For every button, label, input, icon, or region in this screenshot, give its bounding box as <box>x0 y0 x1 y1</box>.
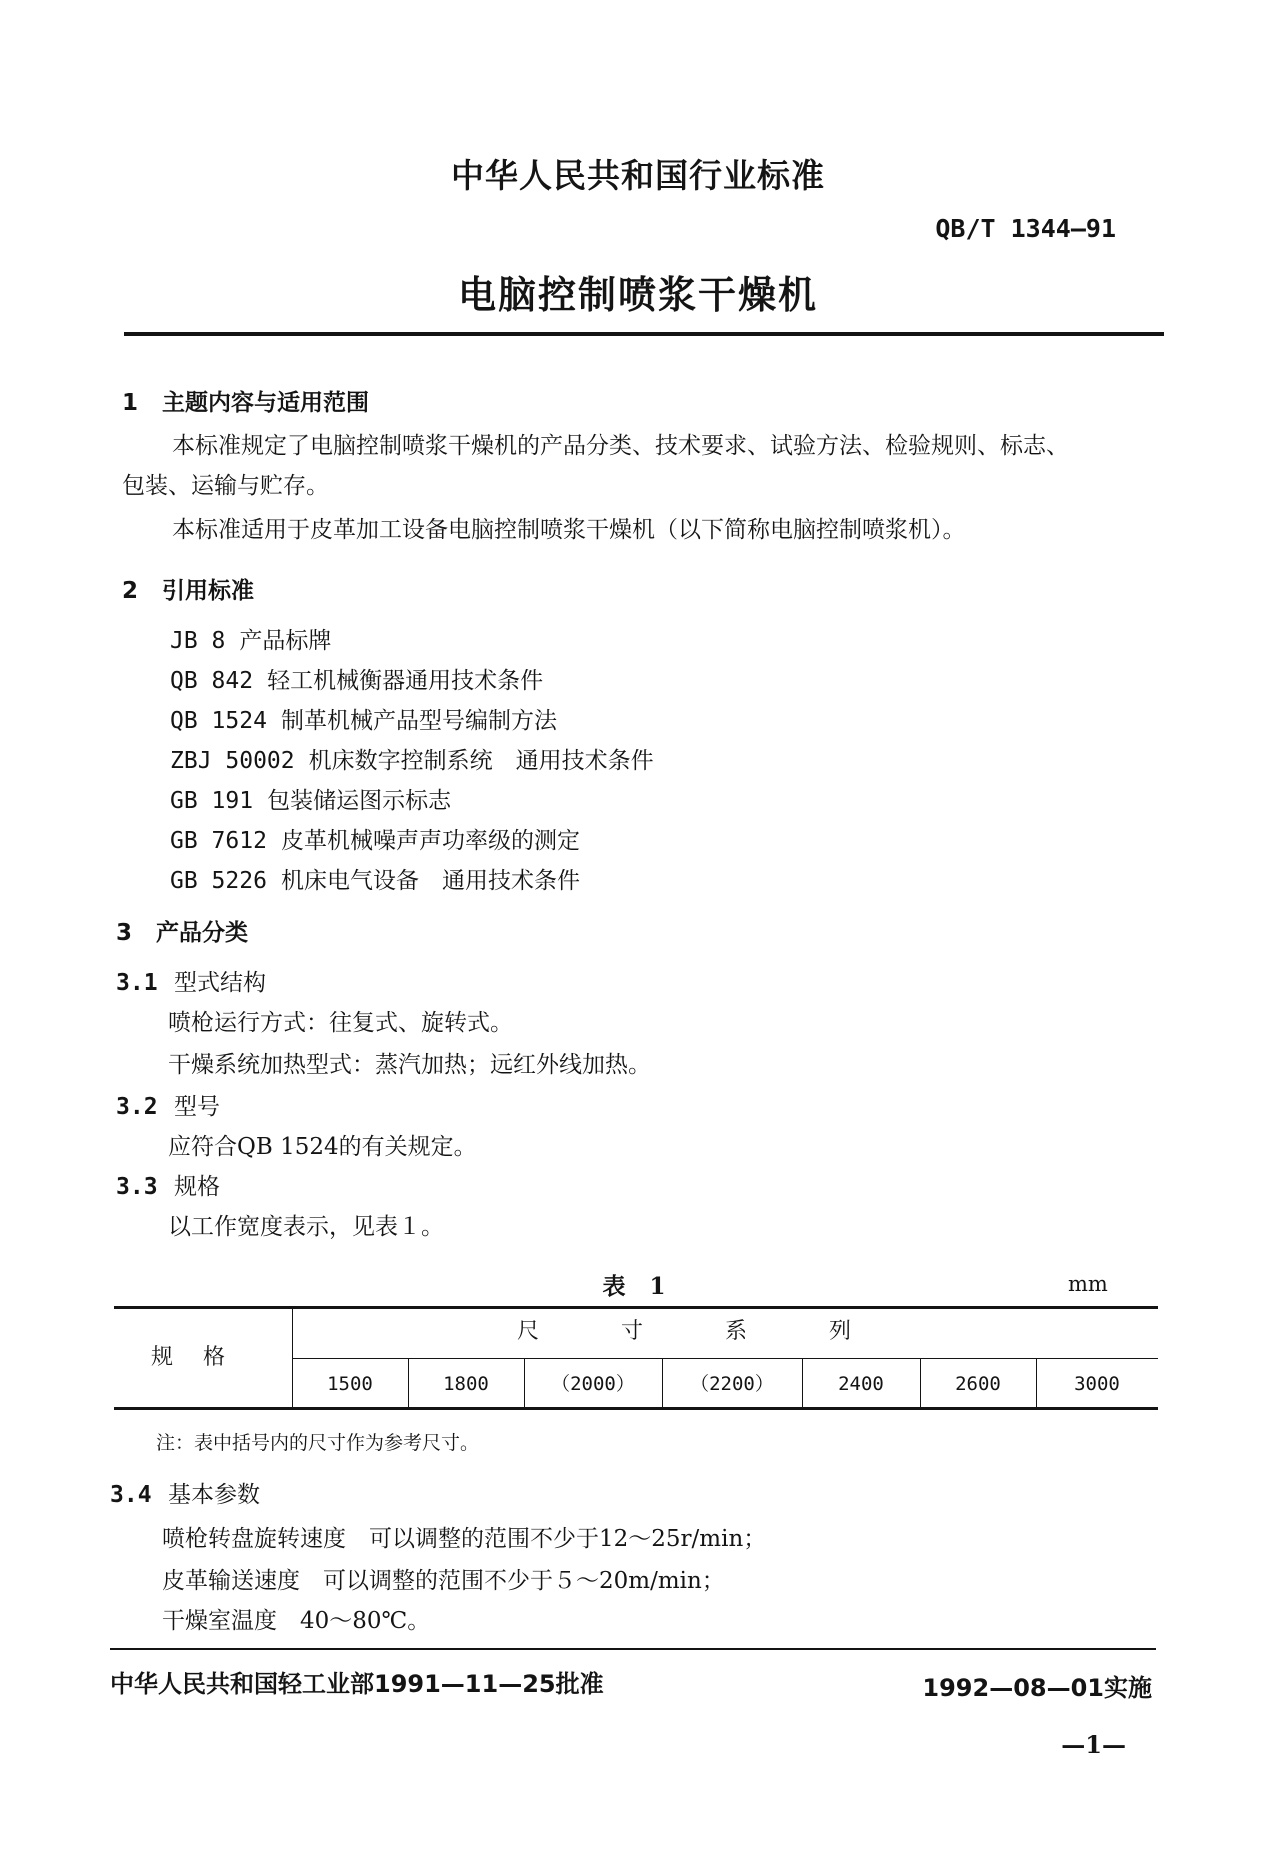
reference-code: GB 7612 <box>170 828 267 854</box>
section-2-heading <box>122 572 254 605</box>
subsection-3-4-line-2: 皮革输送速度 可以调整的范围不少于５～20m/min； <box>162 1568 725 1594</box>
table-cell: （2200） <box>690 1373 774 1395</box>
subsection-3-4-heading <box>110 1476 260 1509</box>
table-note: 注：表中括号内的尺寸作为参考尺寸。 <box>156 1432 480 1454</box>
subsection-3-3-line-1: 以工作宽度表示，见表１。 <box>168 1214 444 1240</box>
subsection-3-1-line-1: 喷枪运行方式：往复式、旋转式。 <box>168 1010 513 1036</box>
reference-name: 包装储运图示标志 <box>267 788 452 814</box>
approval-statement: 中华人民共和国轻工业部1991—11—25批准 <box>110 1670 604 1698</box>
table-row-header: 规格 <box>150 1345 255 1370</box>
reference-item <box>170 622 331 655</box>
reference-name: 皮革机械噪声声功率级的测定 <box>280 828 580 854</box>
size-table <box>114 1306 1158 1410</box>
section-1-para-1-line-1: 本标准规定了电脑控制喷浆干燥机的产品分类、技术要求、试验方法、检验规则、标志、 <box>172 433 1069 459</box>
reference-item <box>170 822 580 855</box>
subsection-3-4-line-3: 干燥室温度 40～80℃。 <box>162 1608 431 1634</box>
reference-code: ZBJ 50002 <box>170 748 295 774</box>
footer-rule <box>110 1648 1156 1650</box>
reference-code: QB 842 <box>170 668 254 694</box>
subsection-3-4-line-1: 喷枪转盘旋转速度 可以调整的范围不少于12～25r/min； <box>162 1526 767 1552</box>
reference-code: GB 5226 <box>170 868 267 894</box>
reference-item <box>170 862 580 895</box>
table-unit: mm <box>1068 1272 1108 1296</box>
section-number: 1 <box>122 390 139 416</box>
section-title: 引用标准 <box>162 578 254 604</box>
subsection-3-1-line-2: 干燥系统加热型式：蒸汽加热；远红外线加热。 <box>168 1052 651 1078</box>
table-cell: 2600 <box>955 1373 1001 1395</box>
subsection-number: 3.1 <box>116 970 158 996</box>
subsection-number: 3.4 <box>110 1482 152 1508</box>
section-3-heading <box>116 914 248 947</box>
table-cell: （2000） <box>551 1373 635 1395</box>
reference-name: 机床电气设备 通用技术条件 <box>280 868 580 894</box>
section-number: 3 <box>116 920 133 946</box>
page-number: —1— <box>1061 1730 1126 1759</box>
subsection-title: 规格 <box>174 1174 220 1200</box>
subsection-3-3-heading <box>116 1168 220 1201</box>
subsection-title: 型号 <box>174 1094 220 1120</box>
table-column-header: 尺寸系列 <box>516 1319 933 1344</box>
table-cell: 2400 <box>838 1373 884 1395</box>
document-title: 电脑控制喷浆干燥机 <box>457 273 818 317</box>
subsection-title: 型式结构 <box>174 970 266 996</box>
section-title: 产品分类 <box>156 920 248 946</box>
table-caption: 表 1 <box>602 1273 674 1300</box>
standard-type: 中华人民共和国行业标准 <box>451 156 825 195</box>
subsection-3-2-line-1: 应符合QB 1524的有关规定。 <box>168 1134 477 1160</box>
subsection-number: 3.3 <box>116 1174 158 1200</box>
subsection-3-1-heading <box>116 964 266 997</box>
reference-item <box>170 742 654 775</box>
reference-name: 制革机械产品型号编制方法 <box>280 708 557 734</box>
reference-code: QB 1524 <box>170 708 267 734</box>
section-1-heading <box>122 384 369 417</box>
subsection-number: 3.2 <box>116 1094 158 1120</box>
reference-code: GB 191 <box>170 788 254 814</box>
reference-name: 机床数字控制系统 通用技术条件 <box>308 748 654 774</box>
subsection-title: 基本参数 <box>168 1482 260 1508</box>
section-1-para-1-line-2: 包装、运输与贮存。 <box>122 473 329 499</box>
table-cell: 3000 <box>1074 1373 1120 1395</box>
section-1-para-2: 本标准适用于皮革加工设备电脑控制喷浆干燥机（以下简称电脑控制喷浆机）。 <box>172 517 966 543</box>
section-number: 2 <box>122 578 139 604</box>
reference-name: 产品标牌 <box>239 628 332 654</box>
reference-item <box>170 782 451 815</box>
title-rule <box>124 332 1164 336</box>
section-title: 主题内容与适用范围 <box>162 390 369 416</box>
effective-date: 1992—08—01实施 <box>922 1674 1152 1702</box>
reference-name: 轻工机械衡器通用技术条件 <box>267 668 544 694</box>
reference-item <box>170 702 557 735</box>
table-cell: 1500 <box>327 1373 373 1395</box>
reference-item <box>170 662 543 695</box>
subsection-3-2-heading <box>116 1088 220 1121</box>
standard-code: QB/T 1344—91 <box>935 214 1116 243</box>
reference-code: JB 8 <box>170 628 226 654</box>
table-cell: 1800 <box>443 1373 489 1395</box>
